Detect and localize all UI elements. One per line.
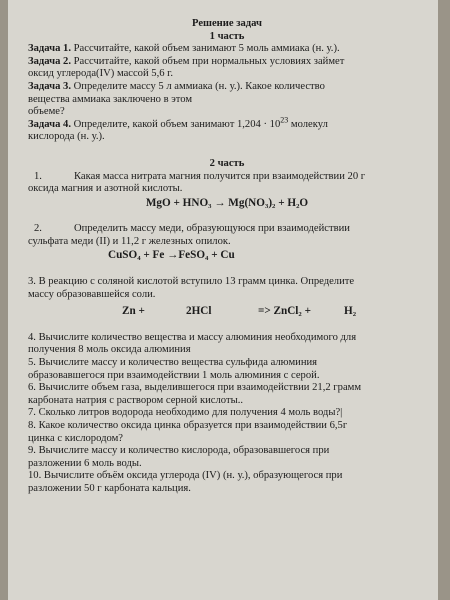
task-line: разложении 6 моль воды. [28,457,142,469]
task-text: Рассчитайте, какой объем занимают 5 моль аммиака (н. у.). [73,43,340,55]
task-line: 5. Вычислите массу и количество вещества сульфида алюминия [28,357,318,369]
equation-term: 2HCl [186,305,212,318]
task-line: 6. Вычислите объем газа, выделившегося при взаимодействии 21,2 грамм [28,382,362,394]
task-text: Какая масса нитрата магния получится при взаимодействии 20 г [74,170,366,182]
equation-term: => ZnCl₂ + [258,305,311,318]
part1-task-line [28,56,426,69]
task-text: Определить массу меди, образующуюся при взаимодействии [74,223,350,235]
task-line: карбоната натрия с раствором серной кислоты.. [28,394,243,406]
task-line: цинка с кислородом? [28,432,123,444]
task-label: Задача 4. [28,118,71,130]
part1-task-line [28,94,426,107]
task-line: массу образовавшейся соли. [28,288,156,300]
task-text: Определите массу 5 л аммиака (н. у.). Какое количество [73,80,325,92]
task-line [28,171,426,184]
task-line: сульфата меди (II) и 11,2 г железных опилок. [28,235,231,247]
part2-title: 2 часть [209,157,245,169]
task-text: оксид углерода(IV) массой 5,6 г. [28,68,173,80]
task-label: Задача 3. [28,80,71,92]
reaction-equation [28,305,426,318]
task-line: 7. Сколько литров водорода необходимо для получения 4 моль воды?| [28,407,343,419]
document-sheet [8,0,438,600]
task-number: 2. [34,223,42,235]
part2-task-2 [28,223,426,261]
part1-task-list [28,43,426,144]
task-text: Определите, какой объем занимают 1,204 · 10 [73,118,281,130]
task-line: разложении 50 г карбоната кальция. [28,483,191,494]
reaction-equation: MgO + HNO₃ → Mg(NO₃)₂ + H₂O [145,196,309,209]
task-line: 9. Вычислите массу и количество кислорода, образовавшегося при [28,445,330,457]
task-line: получения 8 моль оксида алюминия [28,344,191,356]
part1-task4-line [28,115,426,132]
equation-term: H₂ [344,305,357,318]
task-line: 8. Какое количество оксида цинка образуется при взаимодействии 6,5г [28,420,348,432]
part1-title: 1 часть [209,30,245,42]
part1-task-line [28,106,426,119]
equation-term: Zn + [122,305,145,318]
task-line: 10. Вычислите объём оксида углерода (IV) (н. у.), образующегося при [28,470,343,482]
document-heading: Решение задач [192,18,262,29]
reaction-equation: CuSO₄ + Fe →FeSO₄ + Cu [108,248,235,261]
part2-task-list [28,332,426,496]
part2-task-1 [28,171,426,210]
task-line: 4. Вычислите количество вещества и массу алюминия необходимого для [28,331,357,343]
task-line [28,223,426,236]
task-line: оксида магния и азотной кислоты. [28,183,183,195]
task-number: 1. [34,170,42,182]
task-text: Рассчитайте, какой объем при нормальных условиях займет [73,55,345,67]
task-line: 3. В реакцию с соляной кислотой вступило 13 грамм цинка. Определите [28,276,355,288]
part1-task-line [28,68,426,81]
task-line: образовавшегося при взаимодействии 1 моль алюминия с серой. [28,369,320,381]
part2-task-3 [28,276,426,318]
part1-task-line [28,81,426,94]
task-text: вещества аммиака заключено в этом [28,93,193,105]
exponent: 23 [280,115,289,125]
part1-task-line [28,43,426,56]
task-label: Задача 1. [28,43,71,55]
task-text: молекул [288,118,328,130]
task-text: объеме? [28,106,65,118]
task-label: Задача 2. [28,55,71,67]
part1-task4-line2: кислорода (н. у.). [28,131,105,143]
